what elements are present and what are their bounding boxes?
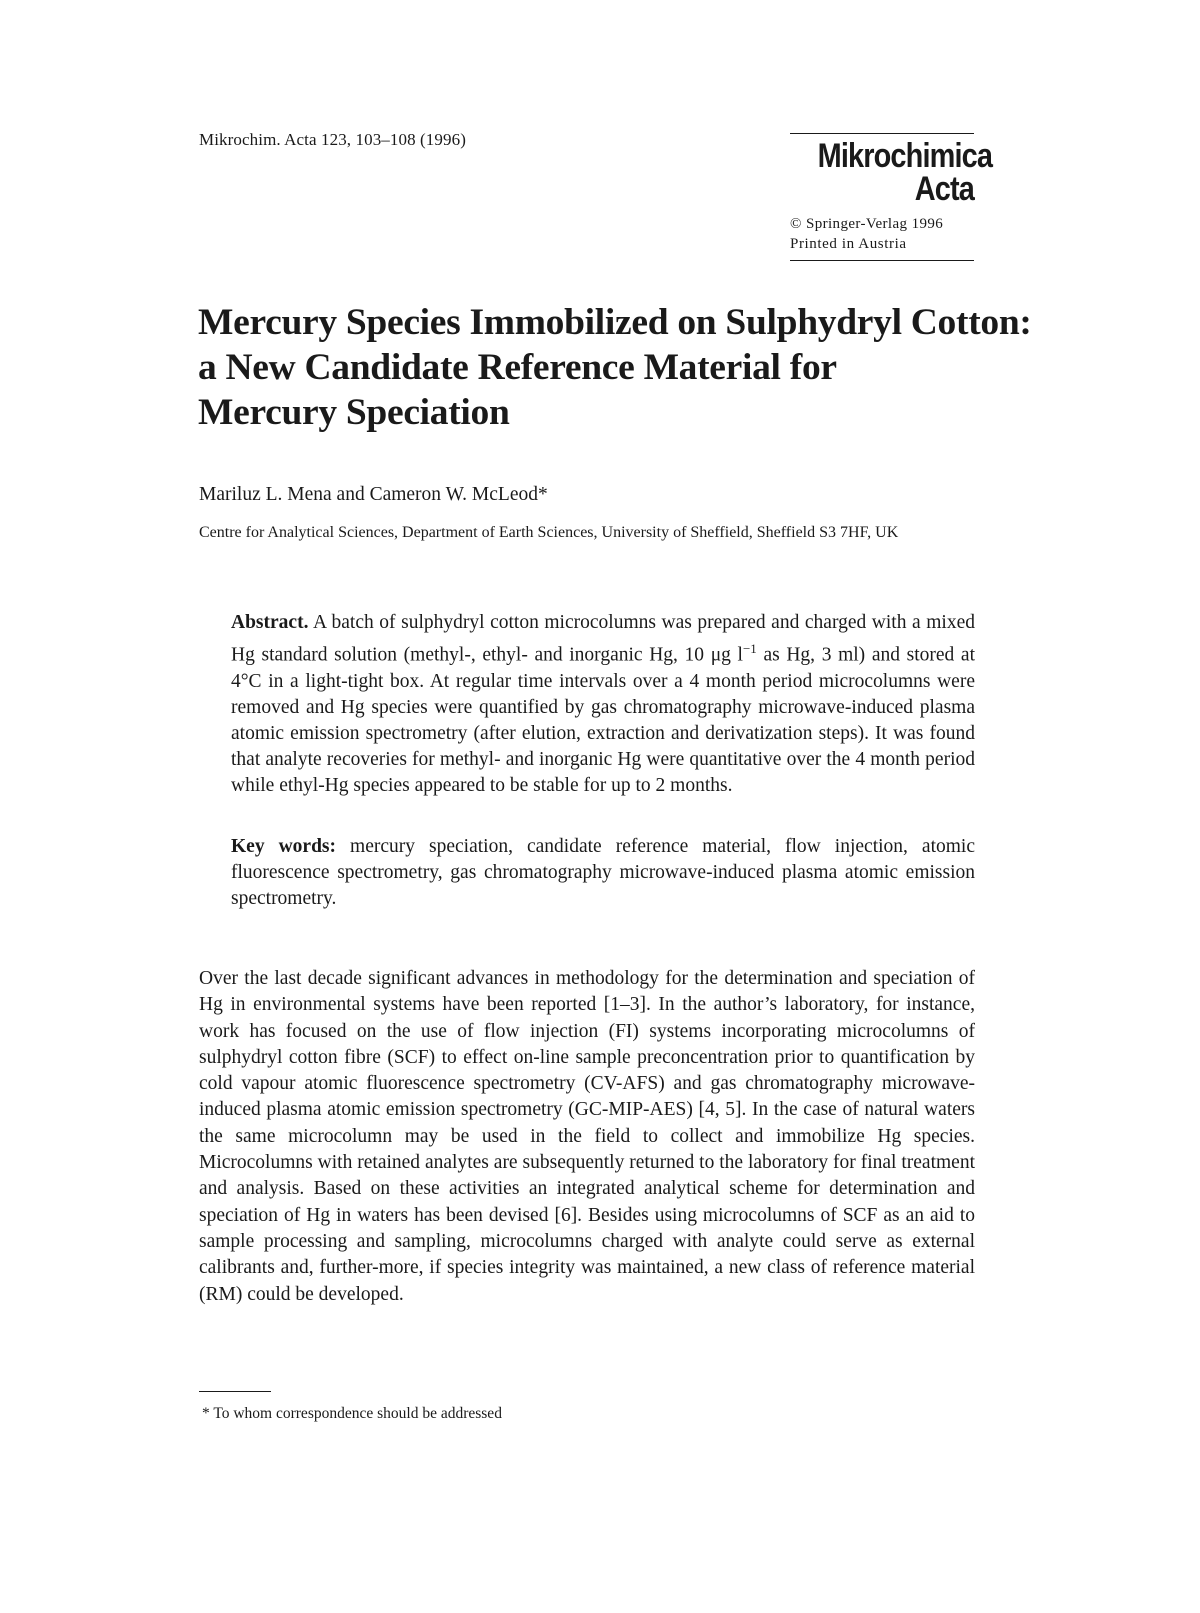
keywords-text: mercury speciation, candidate reference material, flow injection, atomic fluorescence spectrometry, gas chromatography microwave-induced plasma atomic emission spectrometry. (231, 836, 975, 909)
keywords-label: Key words: (231, 836, 337, 857)
journal-logo-box (790, 133, 993, 261)
title-line: a New Candidate Reference Material for (198, 347, 837, 388)
footnote-rule (199, 1391, 271, 1392)
keywords (231, 834, 975, 912)
paper-title (198, 300, 1032, 435)
unit-superscript: −1 (742, 641, 757, 656)
body-paragraph: Over the last decade significant advances in methodology for the determination and speciation of Hg in environmental systems have been reported [1–3]. In the author’s laboratory, for instance, work has focused on the use of flow injection (FI) systems incorporating microcolumns of sulphydryl cotton fibre (SCF) to effect on-line sample preconcentration prior to quantification by cold vapour atomic fluorescence spectrometry (CV-AFS) and gas chromatography microwave-induced plasma atomic emission spectrometry (GC-MIP-AES) [4, 5]. In the case of natural waters the same microcolumn may be used in the field to collect and immobilize Hg species. Microcolumns with retained analytes are subsequently returned to the laboratory for final treatment and analysis. Based on these activities an integrated analytical scheme for determination and speciation of Hg in waters has been devised [6]. Besides using microcolumns of SCF as an aid to sample processing and sampling, microcolumns charged with analyte could serve as external calibrants and, further-more, if species integrity was maintained, a new class of reference material (RM) could be developed. (199, 968, 975, 1305)
affiliation: Centre for Analytical Sciences, Department of Earth Sciences, University of Sheffield, Sheffield S3 7HF, UK (199, 524, 899, 541)
journal-citation: Mikrochim. Acta 123, 103–108 (1996) (199, 130, 466, 149)
footnote: * To whom correspondence should be addressed (202, 1405, 502, 1422)
abstract-label: Abstract. (231, 612, 309, 633)
abstract (231, 610, 975, 799)
journal-logo-line1: Mikrochimica (817, 137, 993, 175)
bottom-rule (790, 260, 974, 261)
authors: Mariluz L. Mena and Cameron W. McLeod* (199, 484, 548, 505)
title-line: Mercury Speciation (198, 392, 510, 433)
journal-logo (817, 137, 993, 208)
title-line: Mercury Species Immobilized on Sulphydryl Cotton: (198, 302, 1032, 343)
printed-in: Printed in Austria (790, 236, 907, 252)
abstract-text-cont: as Hg, 3 ml) and stored at 4°C in a light-tight box. At regular time intervals over a 4 month period microcolumns were removed and Hg species were quantified by gas chromatography microwave-induced plasma atomic emission spectrometry (after elution, extraction and derivatization steps). It was found that analyte recoveries for methyl- and inorganic Hg were quantitative over the 4 month period while ethyl-Hg species appeared to be stable for up to 2 months. (231, 644, 975, 796)
copyright-notice: © Springer-Verlag 1996 (790, 216, 944, 232)
top-rule (790, 133, 974, 134)
abstract-text: A batch of sulphydryl cotton microcolumns was prepared and charged with a mixed Hg standard solution (methyl-, ethyl- and inorganic Hg, 10 μg l (231, 612, 975, 666)
journal-logo-line2: Acta (914, 170, 974, 208)
